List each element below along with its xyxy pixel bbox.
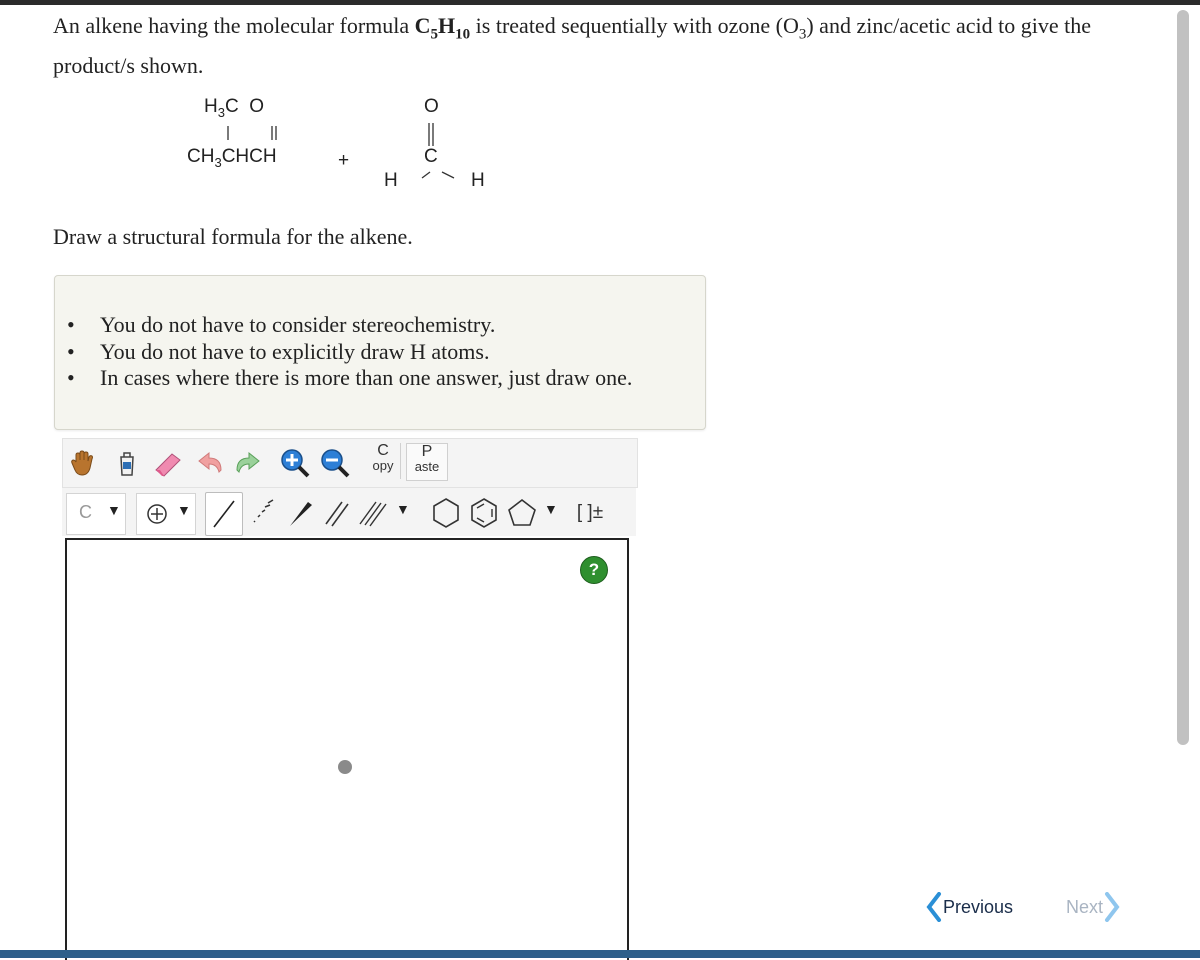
plus-sign: + — [338, 150, 350, 171]
previous-button[interactable] — [923, 892, 1013, 922]
previous-label: Previous — [943, 896, 1014, 917]
chevron-down-icon[interactable]: ▼ — [107, 504, 121, 519]
atom-selector[interactable] — [66, 493, 126, 535]
scrollbar[interactable] — [1177, 10, 1189, 745]
drawing-canvas[interactable] — [65, 538, 629, 960]
cyclohexane-icon[interactable] — [428, 494, 464, 532]
triple-bond-icon[interactable] — [356, 494, 390, 532]
eraser-icon[interactable] — [150, 446, 186, 480]
top-bar — [0, 0, 1200, 5]
zoom-in-icon[interactable] — [278, 446, 312, 480]
product1-bottom-label: $CH_3CHCH$ — [187, 146, 277, 170]
cyclopentane-icon[interactable] — [504, 494, 540, 532]
product2-h-right: H — [471, 170, 485, 191]
chevron-down-icon[interactable]: ▼ — [396, 503, 410, 518]
chevron-down-icon[interactable]: ▼ — [177, 504, 191, 519]
benzene-icon[interactable] — [466, 494, 502, 532]
next-button[interactable] — [1066, 892, 1123, 922]
next-label: Next — [1066, 896, 1104, 917]
single-bond-tool[interactable] — [205, 492, 243, 536]
atom-label: C — [79, 502, 92, 522]
hint-item: • In cases where there is more than one answer, just draw one. — [100, 365, 632, 392]
question-text: An alkene having the molecular formula $C_5H_{10}$ is treated sequentially with ozone $(O_3)$ and zinc/acetic acid to give the product/s shown. — [53, 13, 1091, 79]
wedge-bond-icon[interactable] — [284, 494, 318, 532]
product2-oxygen: O — [424, 96, 439, 117]
single-bond-icon — [206, 493, 242, 535]
hand-tool-icon[interactable] — [66, 446, 100, 480]
dashed-bond-icon[interactable] — [246, 494, 280, 532]
chevron-down-icon[interactable]: ▼ — [544, 503, 558, 518]
product1-top-label: $H_3C$ O — [204, 96, 265, 120]
zoom-out-icon[interactable] — [318, 446, 352, 480]
copy-button[interactable]: C opy — [366, 443, 401, 479]
hint-item: • You do not have to consider stereochemistry. — [100, 312, 632, 339]
double-bond-icon[interactable] — [320, 494, 354, 532]
redo-icon[interactable] — [230, 446, 264, 480]
help-button[interactable]: ? — [580, 556, 608, 584]
chevron-right-icon — [1103, 892, 1123, 922]
draw-prompt: Draw a structural formula for the alkene. — [53, 224, 413, 249]
product2-carbon: C — [424, 146, 438, 167]
canvas-center-dot — [338, 760, 352, 774]
product2-h-left: H — [384, 170, 398, 191]
clear-canvas-icon[interactable] — [110, 446, 144, 480]
charge-selector[interactable] — [136, 493, 196, 535]
hint-box — [54, 275, 706, 430]
hint-list — [100, 312, 632, 392]
charge-plus-icon — [145, 502, 169, 526]
product1-bonds — [220, 122, 290, 144]
paste-button[interactable]: P aste — [406, 443, 448, 481]
hint-item: • You do not have to explicitly draw H atoms. — [100, 339, 632, 366]
bottom-bar — [0, 950, 1200, 958]
undo-icon[interactable] — [194, 446, 228, 480]
bracket-tool[interactable]: [ ]± — [576, 502, 604, 523]
product2-ch-bonds — [392, 160, 482, 184]
chevron-left-icon — [923, 892, 943, 922]
